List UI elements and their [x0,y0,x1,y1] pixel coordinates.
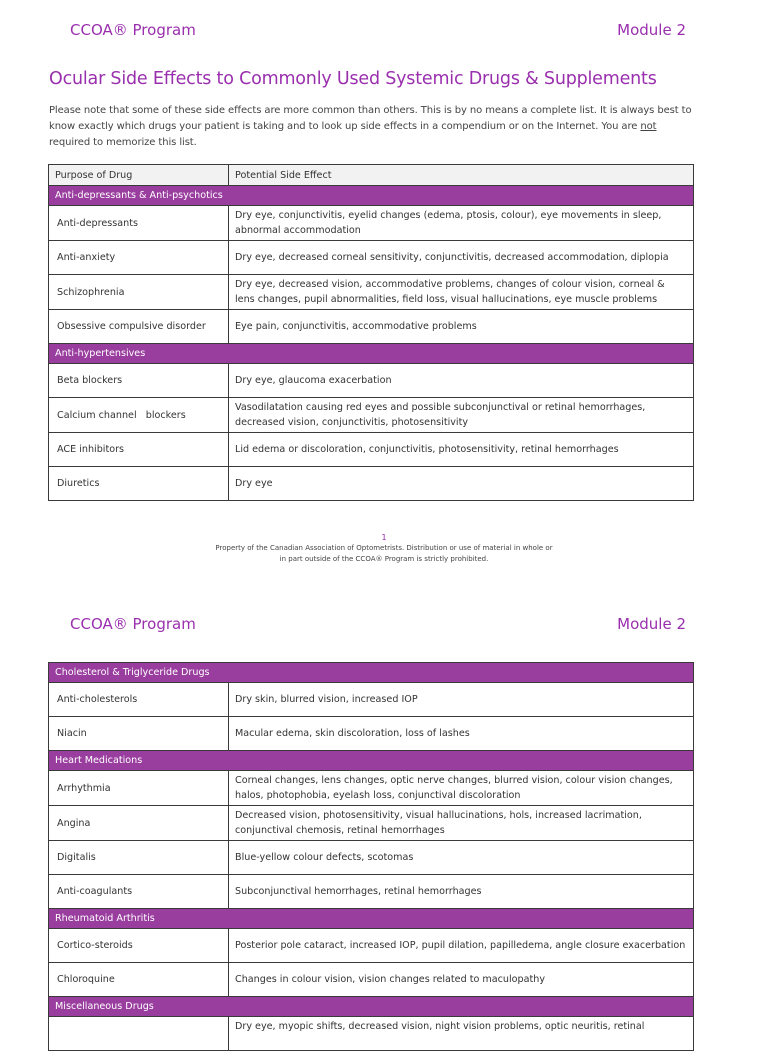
table-row [49,683,694,717]
side-effect-cell: Changes in colour vision, vision changes related to maculopathy [229,963,694,997]
drug-purpose-cell: Digitalis [49,841,229,875]
table-section-header [49,186,694,206]
page-title: Ocular Side Effects to Commonly Used Systemic Drugs & Supplements [49,69,657,89]
table-row [49,275,694,310]
section-title: Anti-depressants & Anti-psychotics [49,186,694,206]
drug-purpose-cell: Schizophrenia [49,275,229,310]
drug-purpose-cell: Anti-depressants [49,206,229,241]
table-row [49,875,694,909]
intro-text-before: Please note that some of these side effects are more common than others. This is by no means a complete list. It is always best to know exactly which drugs your patient is taking and to look up side effects in a compendium or on the Internet. You are [49,105,692,132]
table-row [49,241,694,275]
side-effect-cell: Dry eye [229,467,694,501]
table-section-header [49,751,694,771]
side-effect-cell: Vasodilatation causing red eyes and possible subconjunctival or retinal hemorrhages, decreased vision, conjunctivitis, photosensitivity [229,398,694,433]
column-header-side-effect: Potential Side Effect [229,165,694,186]
side-effect-cell: Macular edema, skin discoloration, loss of lashes [229,717,694,751]
drug-purpose-cell: Arrhythmia [49,771,229,806]
side-effect-cell: Dry eye, decreased corneal sensitivity, conjunctivitis, decreased accommodation, diplopia [229,241,694,275]
section-title: Anti-hypertensives [49,344,694,364]
section-title: Rheumatoid Arthritis [49,909,694,929]
table-row [49,467,694,501]
side-effect-cell: Dry skin, blurred vision, increased IOP [229,683,694,717]
table-column-header-row [49,165,694,186]
program-header: CCOA® Program [70,615,196,633]
side-effect-cell: Lid edema or discoloration, conjunctivitis, photosensitivity, retinal hemorrhages [229,433,694,467]
table-row [49,771,694,806]
table-row [49,433,694,467]
table-row [49,806,694,841]
drug-purpose-cell: Beta blockers [49,364,229,398]
section-title: Heart Medications [49,751,694,771]
drug-side-effects-table-continued [48,662,694,1051]
drug-purpose-cell: Angina [49,806,229,841]
table-section-header [49,344,694,364]
drug-side-effects-table [48,164,694,501]
page-footer [0,532,768,565]
side-effect-cell: Decreased vision, photosensitivity, visual hallucinations, hols, increased lacrimation, conjunctival chemosis, retinal hemorrhages [229,806,694,841]
module-header: Module 2 [617,615,686,633]
table-row [49,206,694,241]
table-row [49,963,694,997]
drug-purpose-cell: Anti-coagulants [49,875,229,909]
intro-paragraph [49,103,699,151]
table-section-header [49,909,694,929]
table-row [49,398,694,433]
drug-purpose-cell: Anti-anxiety [49,241,229,275]
table-row [49,310,694,344]
copyright-line-1: Property of the Canadian Association of Optometrists. Distribution or use of material in whole or [215,544,553,552]
table-section-header [49,997,694,1017]
drug-purpose-cell: ACE inhibitors [49,433,229,467]
side-effect-cell: Dry eye, myopic shifts, decreased vision, night vision problems, optic neuritis, retinal [229,1017,694,1051]
side-effect-cell: Corneal changes, lens changes, optic nerve changes, blurred vision, colour vision changes, halos, photophobia, eyelash loss, conjunctival discoloration [229,771,694,806]
table-row [49,929,694,963]
intro-text-after: required to memorize this list. [49,137,197,148]
table-row [49,717,694,751]
drug-purpose-cell: Calcium channel blockers [49,398,229,433]
table-row [49,1017,694,1051]
side-effect-cell: Dry eye, glaucoma exacerbation [229,364,694,398]
drug-purpose-cell: Cortico-steroids [49,929,229,963]
drug-purpose-cell: Chloroquine [49,963,229,997]
section-title: Miscellaneous Drugs [49,997,694,1017]
drug-purpose-cell: Anti-cholesterols [49,683,229,717]
drug-purpose-cell: Diuretics [49,467,229,501]
side-effect-cell: Dry eye, decreased vision, accommodative problems, changes of colour vision, corneal & lens changes, pupil abnormalities, field loss, visual hallucinations, eye muscle problems [229,275,694,310]
drug-purpose-cell: Niacin [49,717,229,751]
page-number: 1 [381,533,387,542]
side-effect-cell: Posterior pole cataract, increased IOP, pupil dilation, papilledema, angle closure exacerbation [229,929,694,963]
table-row [49,841,694,875]
side-effect-cell: Eye pain, conjunctivitis, accommodative problems [229,310,694,344]
drug-purpose-cell: Obsessive compulsive disorder [49,310,229,344]
side-effect-cell: Subconjunctival hemorrhages, retinal hemorrhages [229,875,694,909]
section-title: Cholesterol & Triglyceride Drugs [49,663,694,683]
intro-underlined-word: not [640,121,657,132]
table-row [49,364,694,398]
table-section-header [49,663,694,683]
drug-purpose-cell [49,1017,229,1051]
copyright-line-2: in part outside of the CCOA® Program is strictly prohibited. [279,555,489,563]
side-effect-cell: Blue-yellow colour defects, scotomas [229,841,694,875]
module-header: Module 2 [617,21,686,39]
program-header: CCOA® Program [70,21,196,39]
column-header-purpose: Purpose of Drug [49,165,229,186]
side-effect-cell: Dry eye, conjunctivitis, eyelid changes (edema, ptosis, colour), eye movements in sleep, abnormal accommodation [229,206,694,241]
